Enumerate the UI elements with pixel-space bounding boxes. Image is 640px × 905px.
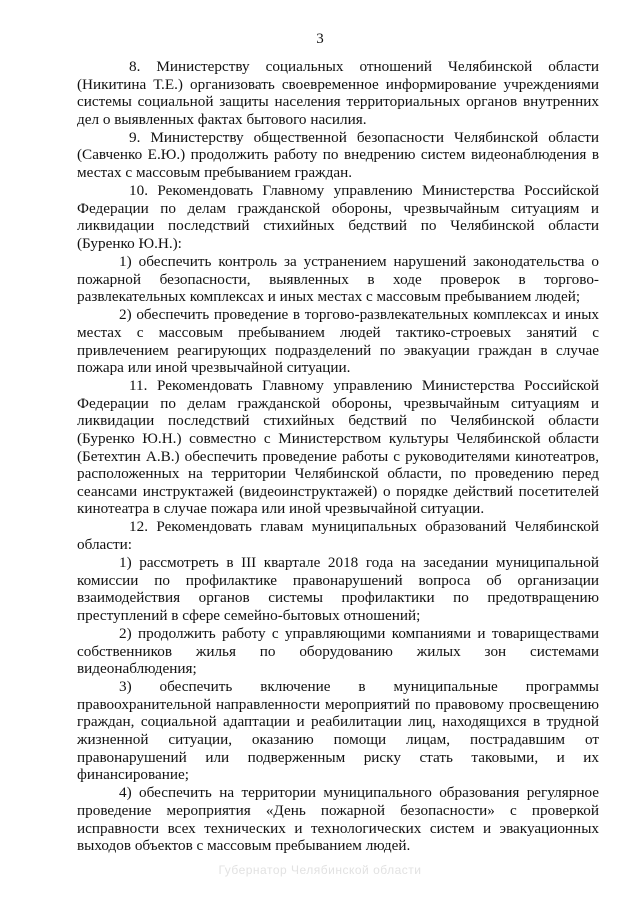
paragraph-item-12-3: 3) обеспечить включение в муниципальные программы правоохранительной направленности мероприятий по правовому просвещению граждан, социальной адаптации и реабилитации лиц, находящихся в трудной жизненной ситуации, оказанию помощи лицам, пострадавшим от правонарушений или подверженным риску стать таковыми, и их финансирование; xyxy=(77,678,599,784)
paragraph-item-12-1: 1) рассмотреть в III квартале 2018 года на заседании муниципальной комиссии по профилактике правонарушений вопроса об организации взаимодействия органов системы профилактики по предотвращению преступлений в сфере семейно-бытовых отношений; xyxy=(77,554,599,624)
paragraph-item-9: 9. Министерству общественной безопасности Челябинской области (Савченко Е.Ю.) продолжить работу по внедрению систем видеонаблюдения в местах с массовым пребыванием граждан. xyxy=(77,128,599,182)
paragraph-item-12: 12. Рекомендовать главам муниципальных образований Челябинской области: xyxy=(77,518,599,554)
paragraph-item-8: 8. Министерству социальных отношений Челябинской области (Никитина Т.Е.) организовать своевременное информирование учреждениями системы социальной защиты населения территориальных органов внутренних дел о выявленных фактах бытового насилия. xyxy=(77,58,599,128)
paragraph-item-12-4: 4) обеспечить на территории муниципального образования регулярное проведение мероприятия «День пожарной безопасности» с проверкой исправности всех технических и технологических систем и эвакуационных выходов объектов с массовым пребыванием людей. xyxy=(77,784,599,855)
paragraph-item-10-1: 1) обеспечить контроль за устранением нарушений законодательства о пожарной безопасности, выявленных в ходе проверок в торгово-развлекательных комплексах и иных местах с массовым пребыванием людей; xyxy=(77,253,599,306)
watermark: Губернатор Челябинской области xyxy=(218,863,422,877)
paragraph-item-12-2: 2) продолжить работу с управляющими компаниями и товариществами собственников жилья по оборудованию жилых зон системами видеонаблюдения; xyxy=(77,625,599,678)
paragraph-item-10: 10. Рекомендовать Главному управлению Министерства Российской Федерации по делам гражданской обороны, чрезвычайным ситуациям и ликвидации последствий стихийных бедствий по Челябинской области (Буренко Ю.Н.): xyxy=(77,182,599,252)
page-number: 3 xyxy=(316,31,324,47)
document-body xyxy=(77,58,599,855)
paragraph-item-10-2: 2) обеспечить проведение в торгово-развлекательных комплексах и иных местах с массовым пребыванием людей тактико-строевых занятий с привлечением реагирующих подразделений по эвакуации граждан в случае пожара или иной чрезвычайной ситуации. xyxy=(77,306,599,377)
paragraph-item-11: 11. Рекомендовать Главному управлению Министерства Российской Федерации по делам гражданской обороны, чрезвычайным ситуациям и ликвидации последствий стихийных бедствий по Челябинской области (Буренко Ю.Н.) совместно с Министерством культуры Челябинской области (Бетехтин А.В.) обеспечить проведение работы с руководителями кинотеатров, расположенных на территории Челябинской области, по проведению перед сеансами инструктажей (видеоинструктажей) о порядке действий посетителей кинотеатра в случае пожара или иной чрезвычайной ситуации. xyxy=(77,377,599,518)
